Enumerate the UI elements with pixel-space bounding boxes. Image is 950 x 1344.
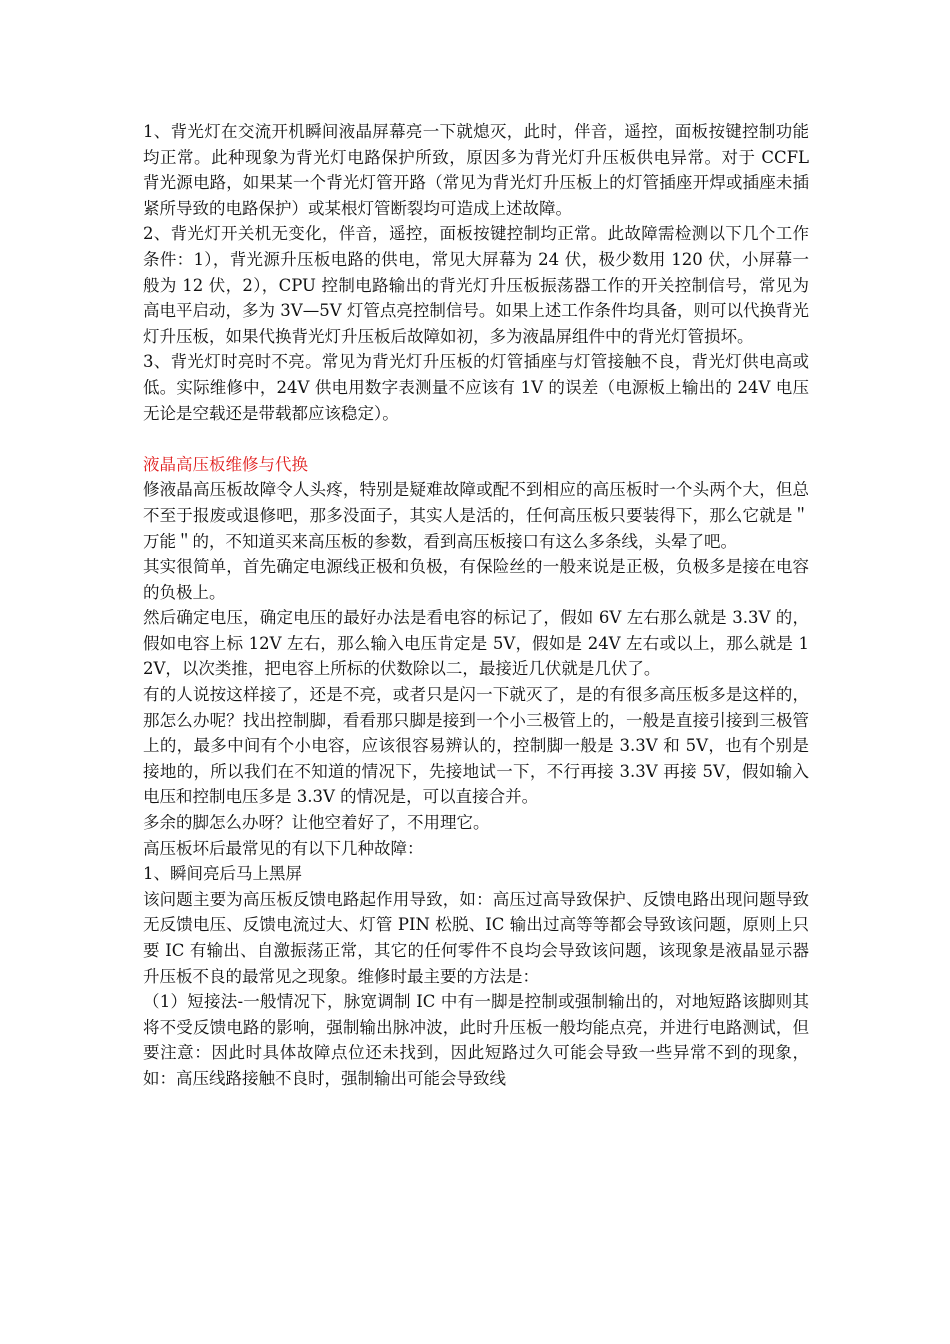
paragraph-control-pin: 有的人说按这样接了，还是不亮，或者只是闪一下就灭了，是的有很多高压板多是这样的，那怎么办呢？找出控制脚，看看那只脚是接到一个小三极管上的，一般是直接引接到三极管上的，最多中间有个小电容，应该很容易辨认的，控制脚一般是 3.3V 和 5V，也有个别是接地的，所以我们在不知道的情况下，先接地试一下，不行再接 3.3V 再接 5V，假如输入电压和控制电压多是 3.3V 的情况是，可以直接合并。 — [143, 685, 809, 807]
document-body — [143, 119, 809, 1092]
paragraph-backlight-no-change: 2、背光灯开关机无变化，伴音，遥控，面板按键控制均正常。此故障需检测以下几个工作条件：1），背光源升压板电路的供电，常见大屏幕为 24 伏，极少数用 120 伏，小屏幕一般为 12 伏，2），CPU 控制电路输出的背光灯升压板振荡器工作的开关控制信号，常见为高电平启动，多为 3V—5V 灯管点亮控制信号。如果上述工作条件均具备，则可以代换背光灯升压板，如果代换背光灯升压板后故障如初，多为液晶屏组件中的背光灯管损坏。 — [143, 224, 809, 346]
paragraph-spacer — [143, 426, 809, 452]
paragraph-intro: 修液晶高压板故障令人头疼，特别是疑难故障或配不到相应的高压板时一个头两个大，但总不至于报废或退修吧，那多没面子，其实人是活的，任何高压板只要装得下，那么它就是＂万能＂的，不知道买来高压板的参数，看到高压板接口有这么多条线，头晕了吧。 — [143, 480, 809, 551]
paragraph-polarity: 其实很简单，首先确定电源线正极和负极，有保险丝的一般来说是正极，负极多是接在电容的负极上。 — [143, 557, 809, 602]
paragraph-short-method: （1）短接法-一般情况下，脉宽调制 IC 中有一脚是控制或强制输出的，对地短路该脚则其将不受反馈电路的影响，强制输出脉冲波，此时升压板一般均能点亮，并进行电路测试，但要注意：因此时具体故障点位还未找到，因此短路过久可能会导致一些异常不到的现象，如：高压线路接触不良时，强制输出可能会导致线 — [143, 992, 809, 1088]
paragraph-backlight-flash-off: 1、背光灯在交流开机瞬间液晶屏幕亮一下就熄灭，此时，伴音，遥控，面板按键控制功能均正常。此种现象为背光灯电路保护所致，原因多为背光灯升压板供电异常。对于 CCFL 背光源电路，如果某一个背光灯管开路（常见为背光灯升压板上的灯管插座开焊或插座未插紧所导致的电路保护）或某根灯管断裂均可造成上述故障。 — [143, 122, 809, 218]
paragraph-fault-cause: 该问题主要为高压板反馈电路起作用导致，如：高压过高导致保护、反馈电路出现问题导致无反馈电压、反馈电流过大、灯管 PIN 松脱、IC 输出过高等等都会导致该问题，原则上只要 IC 有输出、自激振荡正常，其它的任何零件不良均会导致该问题，该现象是液晶显示器升压板不良的最常见之现象。维修时最主要的方法是： — [143, 889, 809, 986]
section-heading: 液晶高压板维修与代换 — [143, 454, 308, 474]
paragraph-common-faults: 高压板坏后最常见的有以下几种故障： — [143, 838, 424, 858]
paragraph-voltage: 然后确定电压，确定电压的最好办法是看电容的标记了，假如 6V 左右那么就是 3.3V 的，假如电容上标 12V 左右，那么输入电压肯定是 5V，假如是 24V 左右或以上，那么就是 12V，以次类推，把电容上所标的伏数除以二，最接近几伏就是几伏了。 — [143, 608, 809, 679]
paragraph-backlight-intermittent: 3、背光灯时亮时不亮。常见为背光灯升压板的灯管插座与灯管接触不良，背光灯供电高或低。实际维修中，24V 供电用数字表测量不应该有 1V 的误差（电源板上输出的 24V 电压无论是空载还是带载都应该稳定）。 — [143, 352, 809, 423]
paragraph-spare-pins: 多余的脚怎么办呀？让他空着好了，不用理它。 — [143, 813, 490, 833]
fault-item-title: 1、瞬间亮后马上黑屏 — [143, 864, 302, 884]
